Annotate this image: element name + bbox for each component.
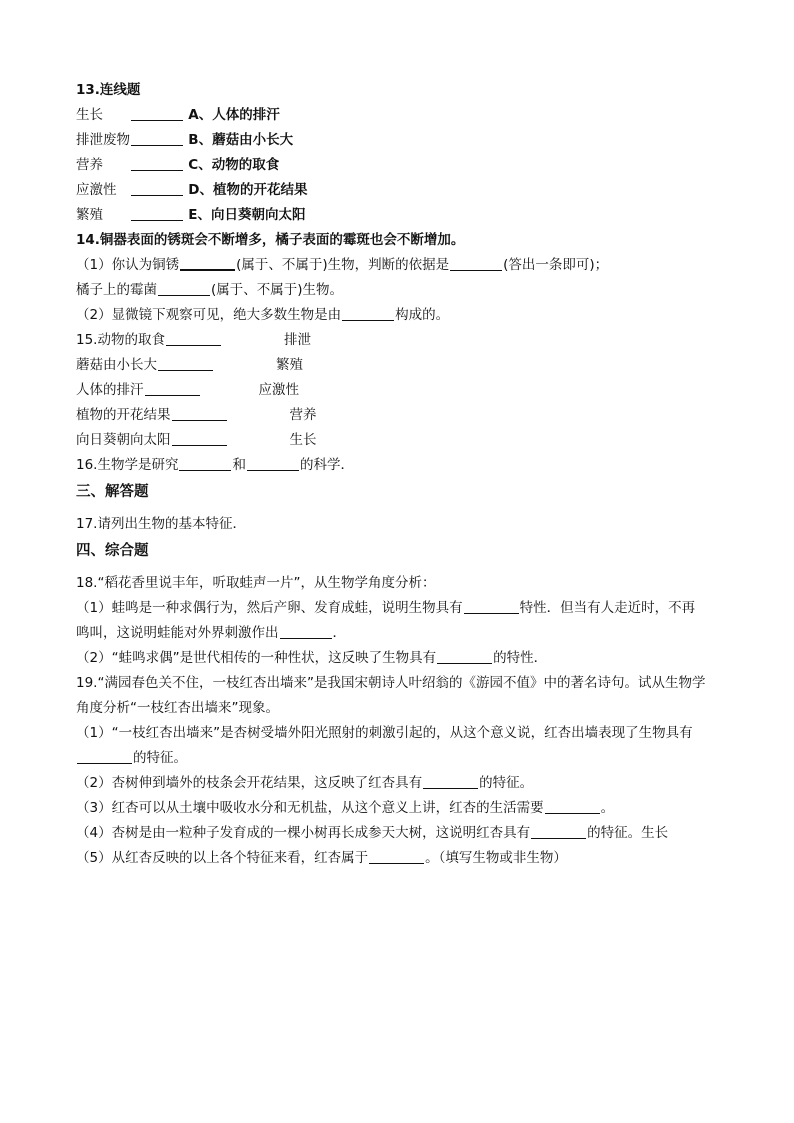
q19-p3-a: （3）红杏可以从土壤中吸收水分和无机盐，从这个意义上讲，红杏的生活需要 (76, 800, 544, 816)
q16-a: 16.生物学是研究 (76, 457, 179, 473)
q15-left-5: 向日葵朝向太阳 (76, 432, 171, 448)
q15-blank-3[interactable] (145, 381, 200, 396)
q19-part1: （1）“一枝红杏出墙来”是杏树受墙外阳光照射的刺激引起的，从这个意义说，红杏出墙表现了生物具有 (76, 725, 693, 741)
q19-stem-2: 角度分析“一枝红杏出墙来”现象。 (76, 700, 279, 716)
q14-part1-cont (76, 278, 736, 303)
q14-part1 (76, 253, 736, 278)
q15-row-3 (76, 378, 736, 403)
q19-p1-b: 的特征。 (133, 750, 187, 766)
q14-blank-1[interactable] (180, 255, 235, 271)
q13-title: 13.连线题 (76, 82, 141, 98)
q14-p2-b: 构成的。 (395, 307, 450, 323)
q14-blank-2[interactable] (450, 256, 502, 271)
q13-blank-2[interactable] (131, 131, 183, 146)
q13-blank-1[interactable] (131, 106, 183, 121)
q19-blank-1[interactable] (77, 749, 132, 764)
q19-blank-4[interactable] (531, 824, 586, 839)
q19-p2-a: （2）杏树伸到墙外的枝条会开花结果，这反映了红杏具有 (76, 775, 423, 791)
q16-c: 的科学． (299, 457, 354, 473)
q18-p1-c: 鸣叫，这说明蛙能对外界刺激作出 (76, 625, 279, 641)
q15-row-4 (76, 403, 736, 428)
q14-stem (76, 228, 736, 253)
q18-blank-1[interactable] (464, 599, 519, 614)
q19-blank-2[interactable] (423, 774, 478, 789)
q14-p1-e: (属于、不属于)生物。 (211, 282, 344, 298)
q19-part2 (76, 771, 736, 796)
q19-blank-3[interactable] (545, 799, 600, 814)
section-3-heading: 三、解答题 (76, 484, 149, 500)
q14-part2 (76, 303, 736, 328)
q14-p1-c: (答出一条即可)； (503, 257, 609, 273)
q19-part1-cont (76, 746, 736, 771)
q15-blank-4[interactable] (172, 406, 227, 421)
q18-part2 (76, 646, 736, 671)
q15-blank-1[interactable] (166, 331, 221, 346)
q13-row-3 (76, 153, 736, 178)
q19-p5-a: （5）从红杏反映的以上各个特征来看，红杏属于 (76, 850, 369, 866)
section-4-heading: 四、综合题 (76, 543, 149, 559)
q14-blank-3[interactable] (158, 281, 210, 296)
q18-part1 (76, 596, 736, 621)
q16-blank-1[interactable] (179, 456, 231, 471)
q18-p1-b: 特性．但当有人走近时，不再 (519, 600, 696, 616)
q19-part3 (76, 796, 736, 821)
q19-p5-b: 。（填写生物或非生物） (425, 850, 567, 866)
q19-p4-b: 的特征。生长 (587, 825, 669, 841)
q15-row-1 (76, 328, 736, 353)
q19-stem-1: 19.“满园春色关不住，一枝红杏出墙来”是我国宋朝诗人叶绍翁的《游园不值》中的著名诗句。试从生物学 (76, 675, 706, 691)
q13-blank-4[interactable] (131, 181, 183, 196)
q15-right-5: 生长 (289, 432, 317, 448)
q13-right-2: B、蘑菇由小长大 (188, 132, 294, 148)
q13-row-5 (76, 203, 736, 228)
q18-stem: 18.“稻花香里说丰年，听取蛙声一片”，从生物学角度分析： (76, 575, 436, 591)
q13-right-1: A、人体的排汗 (188, 107, 280, 123)
q19-part4 (76, 821, 736, 846)
q19-p4-a: （4）杏树是由一粒种子发育成的一棵小树再长成参天大树，这说明红杏具有 (76, 825, 531, 841)
q18-part1-cont (76, 621, 736, 646)
q13-left-3: 营养 (76, 157, 103, 173)
q15-left-1: 15.动物的取食 (76, 332, 165, 348)
q14-p1-b: (属于、不属于)生物，判断的依据是 (236, 257, 450, 273)
q15-left-2: 蘑菇由小长大 (76, 357, 157, 373)
q16-b: 和 (232, 457, 246, 473)
q15-row-5 (76, 428, 736, 453)
q15-right-4: 营养 (289, 407, 317, 423)
q15-right-1: 排泄 (283, 332, 311, 348)
q14-p1-d: 橘子上的霉菌 (76, 282, 157, 298)
q13-left-4: 应激性 (76, 182, 117, 198)
q13-blank-5[interactable] (131, 206, 183, 221)
q15-right-2: 繁殖 (276, 357, 303, 373)
q13-row-1 (76, 103, 736, 128)
q15-row-2 (76, 353, 736, 378)
q15-left-3: 人体的排汗 (76, 382, 144, 398)
q13-left-1: 生长 (76, 107, 103, 123)
q18-p2-a: （2）“蛙鸣求偶”是世代相传的一种性状，这反映了生物具有 (76, 650, 437, 666)
q13-row-2 (76, 128, 736, 153)
q15-blank-2[interactable] (158, 356, 213, 371)
q13-left-5: 繁殖 (76, 207, 103, 223)
q16 (76, 453, 736, 478)
q18-blank-2[interactable] (280, 624, 332, 639)
q13-right-3: C、动物的取食 (188, 157, 280, 173)
q18-blank-3[interactable] (437, 649, 492, 664)
q13-left-2: 排泄废物 (76, 132, 130, 148)
q18-p2-b: 的特性． (493, 650, 548, 666)
q13-right-4: D、植物的开花结果 (188, 182, 308, 198)
q19-part5 (76, 846, 736, 871)
q19-blank-5[interactable] (369, 849, 424, 864)
q14-p1-a: （1）你认为铜锈 (76, 257, 180, 273)
q13-row-4 (76, 178, 736, 203)
q14-stem-text: 14.铜器表面的锈斑会不断增多，橘子表面的霉斑也会不断增加。 (76, 232, 465, 248)
q19-p2-b: 的特征。 (479, 775, 534, 791)
q16-blank-2[interactable] (247, 456, 299, 471)
q19-p3-b: 。 (600, 800, 615, 816)
q15-right-3: 应激性 (258, 382, 299, 398)
q15-blank-5[interactable] (172, 431, 227, 446)
q13-right-5: E、向日葵朝向太阳 (188, 207, 306, 223)
q14-p2-a: （2）显微镜下观察可见，绝大多数生物是由 (76, 307, 342, 323)
q14-blank-4[interactable] (342, 306, 394, 321)
q15-left-4: 植物的开花结果 (76, 407, 171, 423)
q18-p1-d: ． (332, 625, 346, 641)
q18-p1-a: （1）蛙鸣是一种求偶行为，然后产卵、发育成蛙，说明生物具有 (76, 600, 463, 616)
worksheet-page (76, 78, 736, 871)
q13-blank-3[interactable] (131, 156, 183, 171)
q17: 17.请列出生物的基本特征． (76, 516, 246, 532)
